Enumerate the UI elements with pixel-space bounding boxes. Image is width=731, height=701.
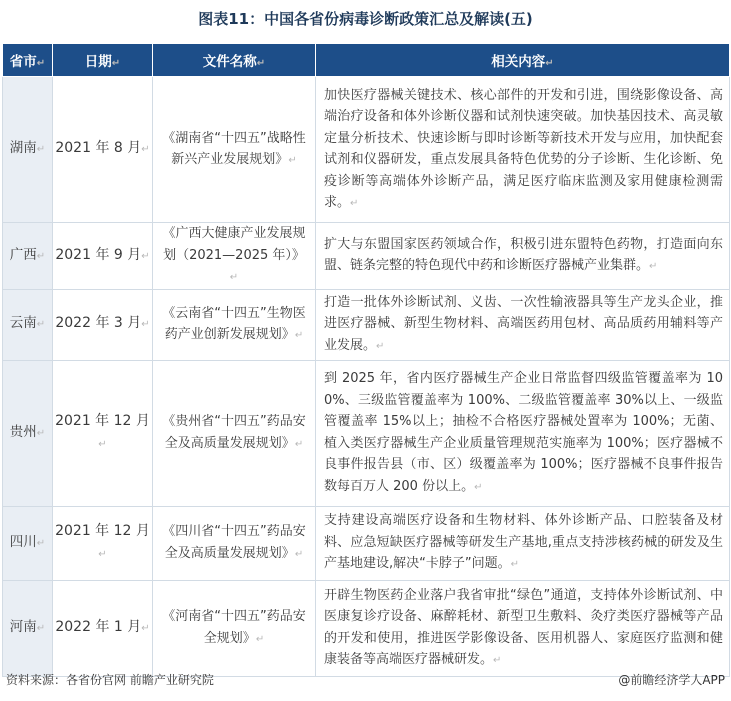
content-cell: 扩大与东盟国家医药领域合作，积极引进东盟特色药物，打造面向东盟、链条完整的特色现代中药和诊断医疗器械产业集群。↵ (316, 223, 730, 290)
document-cell: 《四川省“十四五”药品安全及高质量发展规划》↵ (153, 506, 316, 580)
date-cell: 2022 年 1 月↵ (53, 580, 153, 676)
document-cell: 《广西大健康产业发展规划（2021—2025 年）》↵ (153, 223, 316, 290)
column-header-date: 日期↵ (53, 44, 153, 77)
document-cell: 《河南省“十四五”药品安全规划》↵ (153, 580, 316, 676)
province-cell: 广西↵ (3, 223, 53, 290)
province-cell: 贵州↵ (3, 360, 53, 506)
table-row (3, 289, 730, 360)
date-cell: 2021 年 9 月↵ (53, 223, 153, 290)
table-row (3, 360, 730, 506)
table-row (3, 223, 730, 290)
footer (6, 670, 725, 690)
province-cell: 云南↵ (3, 289, 53, 360)
content-cell: 到 2025 年，省内医疗器械生产企业日常监督四级监管覆盖率为 100%、三级监管覆盖率为 100%、二级监管覆盖率 30%以上、一级监管覆盖率 15%以上；抽检不合格医疗器械处置率为 100%；无菌、植入类医疗器械生产企业质量管理规范实施率为 100%；医疗器械不良事件报告县（市、区）级覆盖率为 100%；医疗器械不良事件报告数每百万人 200 份以上。↵ (316, 360, 730, 506)
table-row (3, 580, 730, 676)
document-cell: 《云南省“十四五”生物医药产业创新发展规划》↵ (153, 289, 316, 360)
column-header-province: 省市↵ (3, 44, 53, 77)
content-cell: 打造一批体外诊断试剂、义齿、一次性输液器具等生产龙头企业，推进医疗器械、新型生物材料、高端医药用包材、高品质药用辅料等产业发展。↵ (316, 289, 730, 360)
page-title: 图表11：中国各省份病毒诊断政策汇总及解读(五) (198, 10, 533, 28)
date-cell: 2021 年 8 月↵ (53, 77, 153, 223)
province-cell: 四川↵ (3, 506, 53, 580)
column-header-document: 文件名称↵ (153, 44, 316, 77)
table-row (3, 77, 730, 223)
date-cell: 2021 年 12 月↵ (53, 506, 153, 580)
document-cell: 《湖南省“十四五”战略性新兴产业发展规划》↵ (153, 77, 316, 223)
date-cell: 2022 年 3 月↵ (53, 289, 153, 360)
table-header-row (3, 44, 730, 77)
province-cell: 河南↵ (3, 580, 53, 676)
content-cell: 支持建设高端医疗设备和生物材料、体外诊断产品、口腔装备及材料、应急短缺医疗器械等研发生产基地,重点支持涉核药械的研发及生产基地建设,解决“卡脖子”问题。↵ (316, 506, 730, 580)
content-cell: 开辟生物医药企业落户我省审批“绿色”通道，支持体外诊断试剂、中医康复诊疗设备、麻醉耗材、新型卫生敷料、灸疗类医疗器械等产品的开发和使用，推进医学影像设备、医用机器人、家庭医疗监测和健康装备等高端医疗器械研发。↵ (316, 580, 730, 676)
document-cell: 《贵州省“十四五”药品安全及高质量发展规划》↵ (153, 360, 316, 506)
date-cell: 2021 年 12 月↵ (53, 360, 153, 506)
policy-table (2, 43, 729, 677)
province-cell: 湖南↵ (3, 77, 53, 223)
source-note: 资料来源：各省份官网 前瞻产业研究院 (6, 673, 214, 687)
column-header-content: 相关内容↵ (316, 44, 730, 77)
content-cell: 加快医疗器械关键技术、核心部件的开发和引进，围绕影像设备、高端治疗设备和体外诊断仪器和试剂快速突破。加快基因技术、高灵敏定量分析技术、快速诊断与即时诊断等新技术开发与应用，加快配套试剂和仪器研发，重点发展具备特色优势的分子诊断、生化诊断、免疫诊断等高端体外诊断产品，满足医疗临床监测及家用健康检测需求。↵ (316, 77, 730, 223)
table-row (3, 506, 730, 580)
brand-credit: @前瞻经济学人APP (618, 673, 725, 687)
